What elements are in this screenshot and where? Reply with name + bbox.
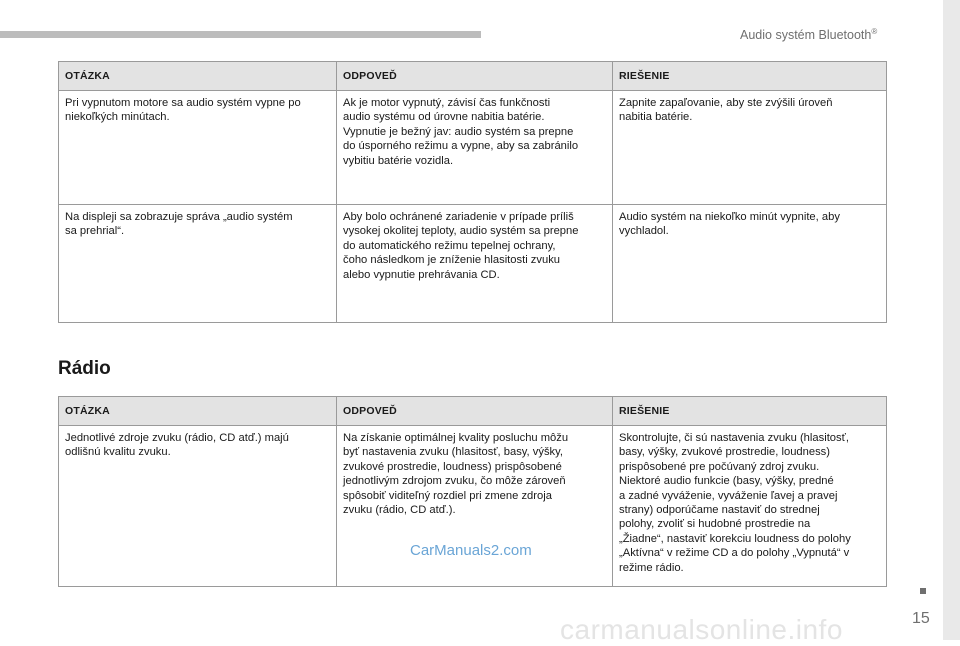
watermark-carmanuals: CarManuals2.com — [410, 542, 532, 559]
column-header-question: OTÁZKA — [59, 62, 337, 91]
column-header-solution: RIEŠENIE — [613, 397, 887, 426]
question-cell: Jednotlivé zdroje zvuku (rádio, CD atď.) majú odlišnú kvalitu zvuku. — [59, 426, 337, 587]
column-header-solution: RIEŠENIE — [613, 62, 887, 91]
section-title-radio: Rádio — [58, 358, 111, 379]
watermark-carmanualsonline: carmanualsonline.info — [560, 614, 843, 645]
header-bar — [0, 31, 481, 38]
answer-cell: Na získanie optimálnej kvality posluchu môžu byť nastavenia zvuku (hlasitosť, basy, výšky, zvukové prostredie, loudness) prispôsobené jednotlivým zdrojom zvuku, čo môže zároveň spôsobiť viditeľný rozdiel pri zmene zdroja zvuku (rádio, CD atď.). — [337, 426, 613, 587]
question-cell: Pri vypnutom motore sa audio systém vypne po niekoľkých minútach. — [59, 91, 337, 205]
table-row — [59, 426, 887, 587]
solution-cell: Audio systém na niekoľko minút vypnite, aby vychladol. — [613, 205, 887, 323]
question-cell: Na displeji sa zobrazuje správa „audio systém sa prehrial“. — [59, 205, 337, 323]
column-header-answer: ODPOVEĎ — [337, 397, 613, 426]
column-header-question: OTÁZKA — [59, 397, 337, 426]
solution-cell: Skontrolujte, či sú nastavenia zvuku (hlasitosť, basy, výšky, zvukové prostredie, loudness) prispôsobené pre počúvaný zdroj zvuku. Niektoré audio funkcie (basy, výšky, predné a zadné vyváženie, vyváženie ľavej a pravej strany) odporúčame nastaviť do strednej polohy, zvoliť si hudobné prostredie na „Žiadne“, nastaviť korekciu loudness do polohy „Aktívna“ v režime CD a do polohy „Vypnutá“ v režime rádio. — [613, 426, 887, 587]
table-row — [59, 91, 887, 205]
troubleshooting-table-general — [58, 61, 887, 323]
page-edge-strip — [943, 0, 960, 640]
table-row — [59, 205, 887, 323]
answer-cell: Ak je motor vypnutý, závisí čas funkčnosti audio systému od úrovne nabitia batérie. Vypnutie je bežný jav: audio systém sa prepne do úsporného režimu a vypne, aby sa zabránilo vybitiu batérie vozidla. — [337, 91, 613, 205]
section-header-title: Audio systém Bluetooth® — [740, 27, 878, 43]
page-number: 15 — [912, 610, 930, 627]
page-marker-square — [920, 588, 926, 594]
solution-cell: Zapnite zapaľovanie, aby ste zvýšili úroveň nabitia batérie. — [613, 91, 887, 205]
answer-cell: Aby bolo ochránené zariadenie v prípade príliš vysokej okolitej teploty, audio systém sa prepne do automatického režimu tepelnej ochrany, čoho následkom je zníženie hlasitosti zvuku alebo vypnutie prehrávania CD. — [337, 205, 613, 323]
table-header-row — [59, 397, 887, 426]
column-header-answer: ODPOVEĎ — [337, 62, 613, 91]
table-header-row — [59, 62, 887, 91]
